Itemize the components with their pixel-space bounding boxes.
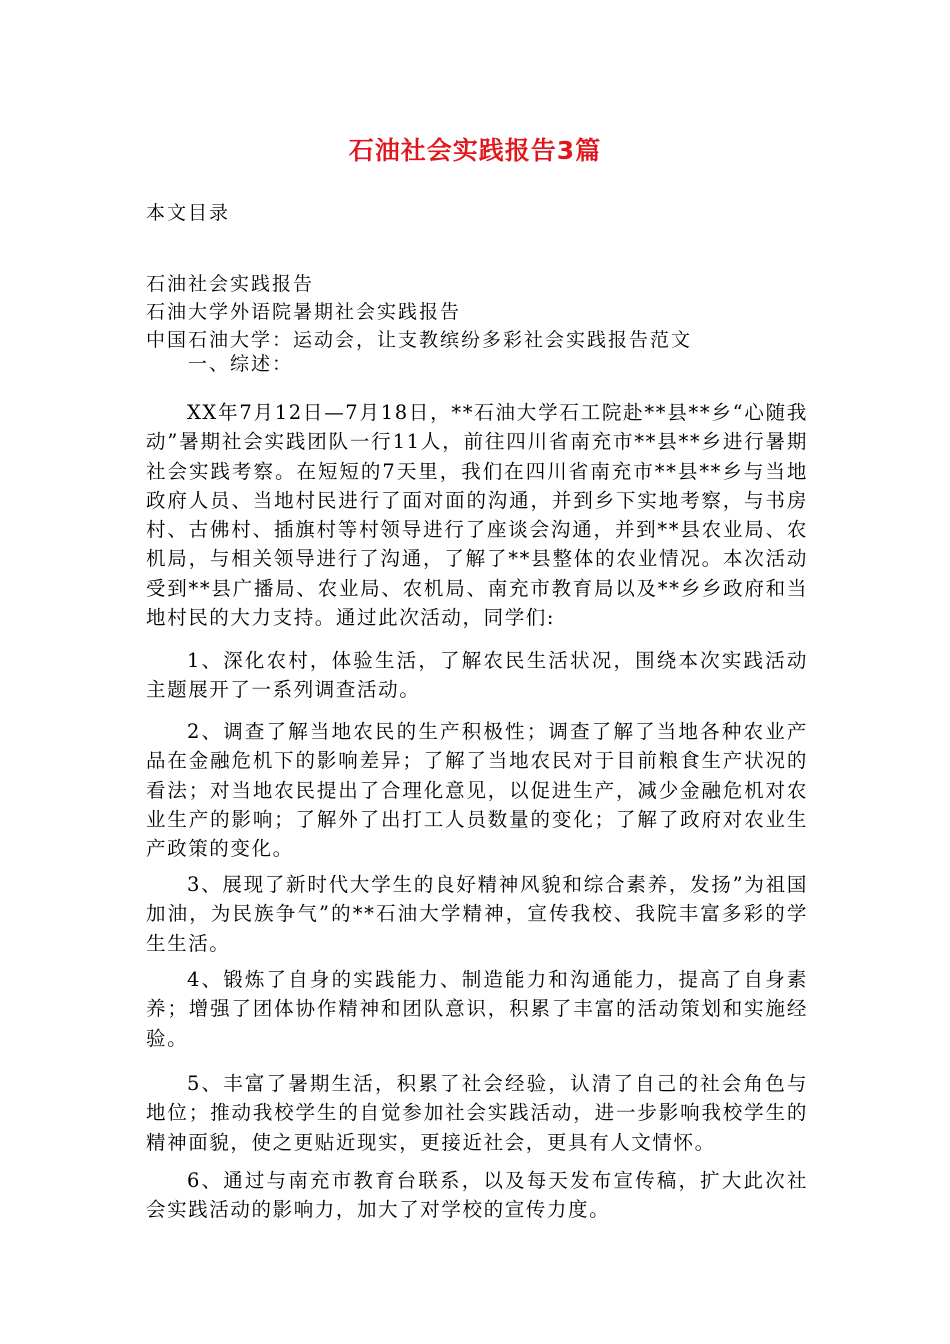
list-paragraph: 4、锻炼了自身的实践能力、制造能力和沟通能力，提高了自身素养；增强了团体协作精神和团队意识，积累了丰富的活动策划和实施经验。 [146, 968, 808, 1050]
list-paragraph: 2、调查了解当地农民的生产积极性；调查了解了当地各种农业产品在金融危机下的影响差异；了解了当地农民对于目前粮食生产状况的看法；对当地农民提出了合理化意见，以促进生产，减少金融危机对农业生产的影响；了解外了出打工人员数量的变化；了解了政府对农业生产政策的变化。 [146, 720, 808, 861]
section-heading: 一、综述： [188, 353, 294, 375]
list-paragraph: 6、通过与南充市教育台联系，以及每天发布宣传稿，扩大此次社会实践活动的影响力，加大了对学校的宣传力度。 [146, 1169, 808, 1222]
toc-heading: 本文目录 [146, 202, 231, 224]
document-title: 石油社会实践报告3篇 [348, 136, 602, 165]
list-paragraph: 3、展现了新时代大学生的良好精神风貌和综合素养，发扬”为祖国加油，为民族争气”的**石油大学精神，宣传我校、我院丰富多彩的学生生活。 [146, 873, 808, 955]
list-paragraph: 1、深化农村，体验生活，了解农民生活状况，围绕本次实践活动主题展开了一系列调查活动。 [146, 649, 808, 702]
toc-item[interactable]: 中国石油大学：运动会，让支教缤纷多彩社会实践报告范文 [146, 329, 693, 351]
toc-item[interactable]: 石油大学外语院暑期社会实践报告 [146, 301, 462, 323]
toc-item[interactable]: 石油社会实践报告 [146, 273, 315, 295]
intro-paragraph: XX年7月12日—7月18日，**石油大学石工院赴**县**乡“心随我动”暑期社会实践团队一行11人，前往四川省南充市**县**乡进行暑期社会实践考察。在短短的7天里，我们在四川省南充市**县**乡与当地政府人员、当地村民进行了面对面的沟通，并到乡下实地考察，与书房村、古佛村、插旗村等村领导进行了座谈会沟通，并到**县农业局、农机局，与相关领导进行了沟通，了解了**县整体的农业情况。本次活动受到**县广播局、农业局、农机局、南充市教育局以及**乡乡政府和当地村民的大力支持。通过此次活动，同学们: [146, 401, 808, 630]
list-paragraph: 5、丰富了暑期生活，积累了社会经验，认清了自己的社会角色与地位；推动我校学生的自觉参加社会实践活动，进一步影响我校学生的精神面貌，使之更贴近现实，更接近社会，更具有人文情怀。 [146, 1072, 808, 1154]
table-of-contents [146, 270, 816, 354]
